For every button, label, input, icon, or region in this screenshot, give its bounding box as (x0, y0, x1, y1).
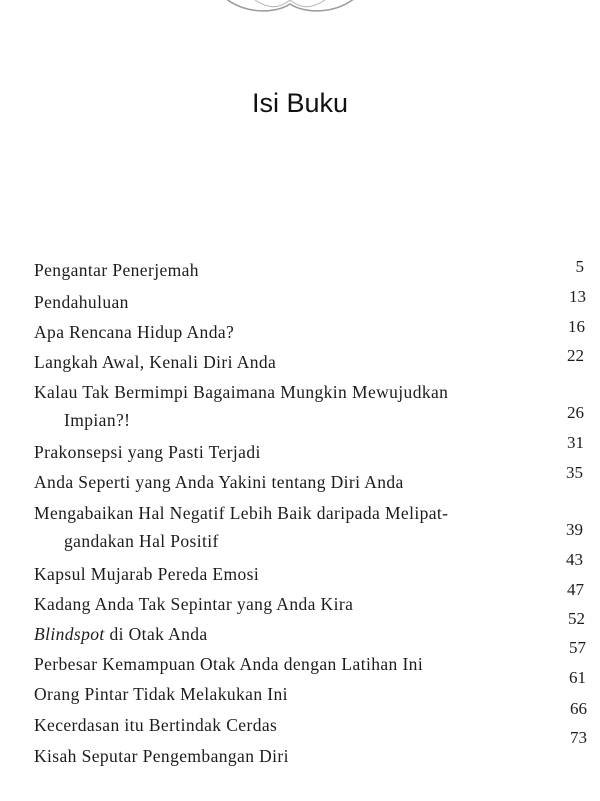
toc-entry-title: Kapsul Mujarab Pereda Emosi (34, 564, 260, 584)
toc-entry-title: Langkah Awal, Kenali Diri Anda (34, 352, 277, 372)
toc-page-number: 66 (570, 699, 587, 718)
toc-page-number: 73 (570, 728, 587, 747)
toc-entry-title: Kisah Seputar Pengembangan Diri (34, 746, 289, 766)
toc-entry-title: Kecerdasan itu Bertindak Cerdas (34, 715, 278, 735)
toc-entry-title-rest: di Otak Anda (104, 624, 208, 644)
toc-entry-title-line1: Kalau Tak Bermimpi Bagaimana Mungkin Mewujudkan (34, 382, 449, 402)
toc-page-number: 16 (568, 317, 585, 336)
toc-page-number: 35 (566, 463, 583, 482)
toc-entry-title (34, 624, 524, 645)
toc-entry-title-line1: Mengabaikan Hal Negatif Lebih Baik daripada Melipat- (34, 503, 449, 523)
toc-page-number: 13 (569, 287, 586, 306)
toc-entry-title: Orang Pintar Tidak Melakukan Ini (34, 684, 288, 704)
toc-entry-title-italic: Blindspot (34, 624, 105, 644)
toc-entry-title: Pendahuluan (34, 292, 129, 312)
page-title: Isi Buku (251, 88, 349, 118)
toc-page-number: 31 (567, 433, 584, 452)
toc-page-number: 52 (568, 609, 585, 628)
toc-entry-title: Prakonsepsi yang Pasti Terjadi (34, 442, 261, 462)
toc-page-number: 47 (567, 580, 584, 599)
toc-entry-title-line2: gandakan Hal Positif (64, 531, 219, 551)
toc-page-number: 39 (566, 520, 583, 539)
toc-page-number: 5 (575, 257, 584, 276)
toc-page-number: 61 (569, 668, 586, 687)
toc-entry-title: Anda Seperti yang Anda Yakini tentang Diri Anda (34, 472, 404, 492)
toc-entry-title: Apa Rencana Hidup Anda? (34, 322, 235, 342)
toc-entry-title: Kadang Anda Tak Sepintar yang Anda Kira (34, 594, 354, 614)
toc-entry-title: Pengantar Penerjemah (34, 260, 199, 280)
toc-entry-title: Perbesar Kemampuan Otak Anda dengan Latihan Ini (34, 654, 424, 674)
toc-page-number: 57 (569, 638, 586, 657)
toc-entry-title-line2: Impian?! (64, 410, 131, 430)
toc-page-number: 43 (566, 550, 583, 569)
toc-page-number: 22 (567, 346, 584, 365)
toc-page-number: 26 (567, 403, 584, 422)
